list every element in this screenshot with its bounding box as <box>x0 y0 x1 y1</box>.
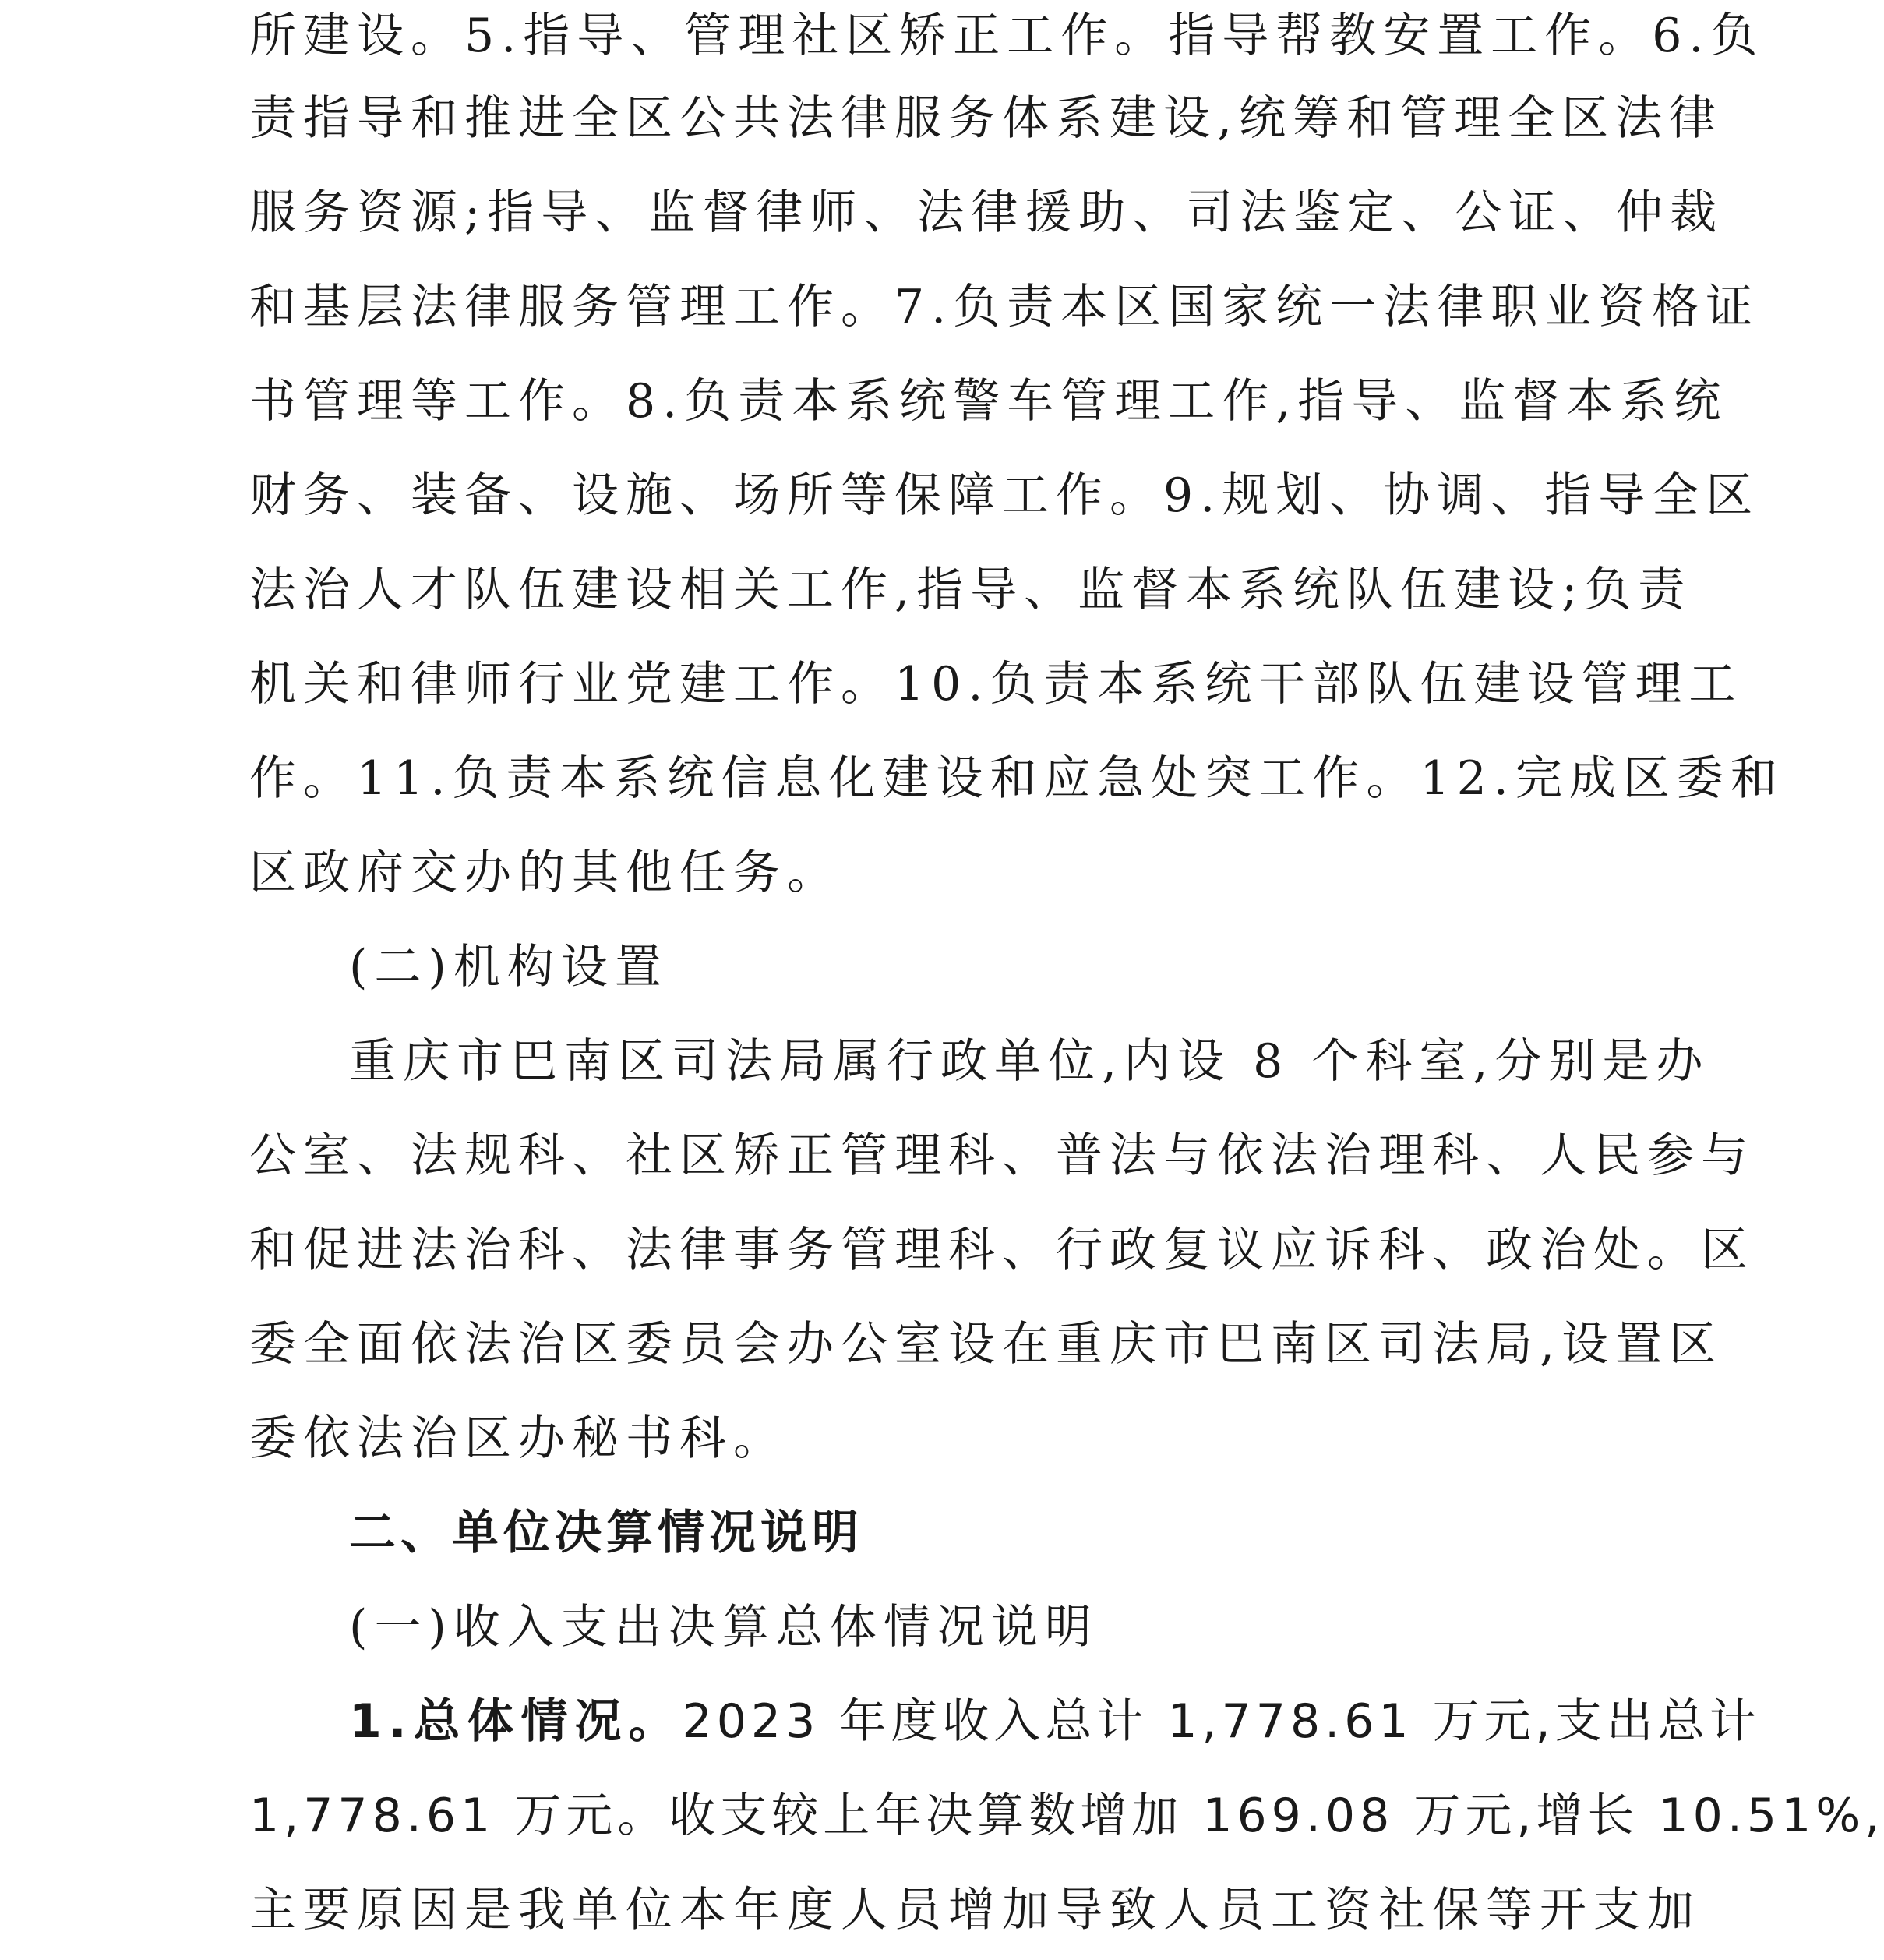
text-line: 所建设。5.指导、管理社区矫正工作。指导帮教安置工作。6.负 <box>249 9 1765 63</box>
overall-lead: 1.总体情况。 <box>349 1694 683 1749</box>
org-paragraph <box>249 1015 1755 1486</box>
text-line: 财务、装备、设施、场所等保障工作。9.规划、协调、指导全区 <box>249 468 1760 523</box>
text-line: 和基层法律服务管理工作。7.负责本区国家统一法律职业资格证 <box>249 280 1760 334</box>
text-line: 重庆市巴南区司法局属行政单位,内设 8 个科室,分别是办 <box>349 1034 1710 1089</box>
text-line: 机关和律师行业党建工作。10.负责本系统干部队伍建设管理工 <box>249 657 1743 712</box>
text-line: 1,778.61 万元。收支较上年决算数增加 169.08 万元,增长 10.51%, <box>249 1789 1884 1843</box>
duties-paragraph <box>249 0 1784 920</box>
text-line: 书管理等工作。8.负责本系统警车管理工作,指导、监督本系统 <box>249 374 1728 429</box>
subheading-budget: (一)收入支出决算总体情况说明 <box>349 1600 1099 1655</box>
text-line: 作。11.负责本系统信息化建设和应急处突工作。12.完成区委和 <box>249 751 1784 806</box>
text-line: 区政府交办的其他任务。 <box>249 846 841 900</box>
text-line: 责指导和推进全区公共法律服务体系建设,统筹和管理全区法律 <box>249 91 1723 146</box>
overall-text: 2023 年度收入总计 1,778.61 万元,支出总计 <box>682 1694 1761 1749</box>
text-line: 委全面依法治区委员会办公室设在重庆市巴南区司法局,设置区 <box>249 1317 1723 1372</box>
section-heading: 二、单位决算情况说明 <box>349 1506 863 1560</box>
text-line: 主要原因是我单位本年度人员增加导致人员工资社保等开支加 <box>249 1883 1701 1937</box>
overall-paragraph <box>249 1675 1884 1958</box>
document-page <box>249 0 1884 1958</box>
text-line: 和促进法治科、法律事务管理科、行政复议应诉科、政治处。区 <box>249 1223 1755 1277</box>
text-line <box>249 1675 1761 1769</box>
text-line: 服务资源;指导、监督律师、法律援助、司法鉴定、公证、仲裁 <box>249 185 1724 240</box>
subheading-org: (二)机构设置 <box>349 940 669 994</box>
text-line: 法治人才队伍建设相关工作,指导、监督本系统队伍建设;负责 <box>249 563 1692 617</box>
text-line: 委依法治区办秘书科。 <box>249 1411 787 1466</box>
text-line: 公室、法规科、社区矫正管理科、普法与依法治理科、人民参与 <box>249 1128 1755 1183</box>
